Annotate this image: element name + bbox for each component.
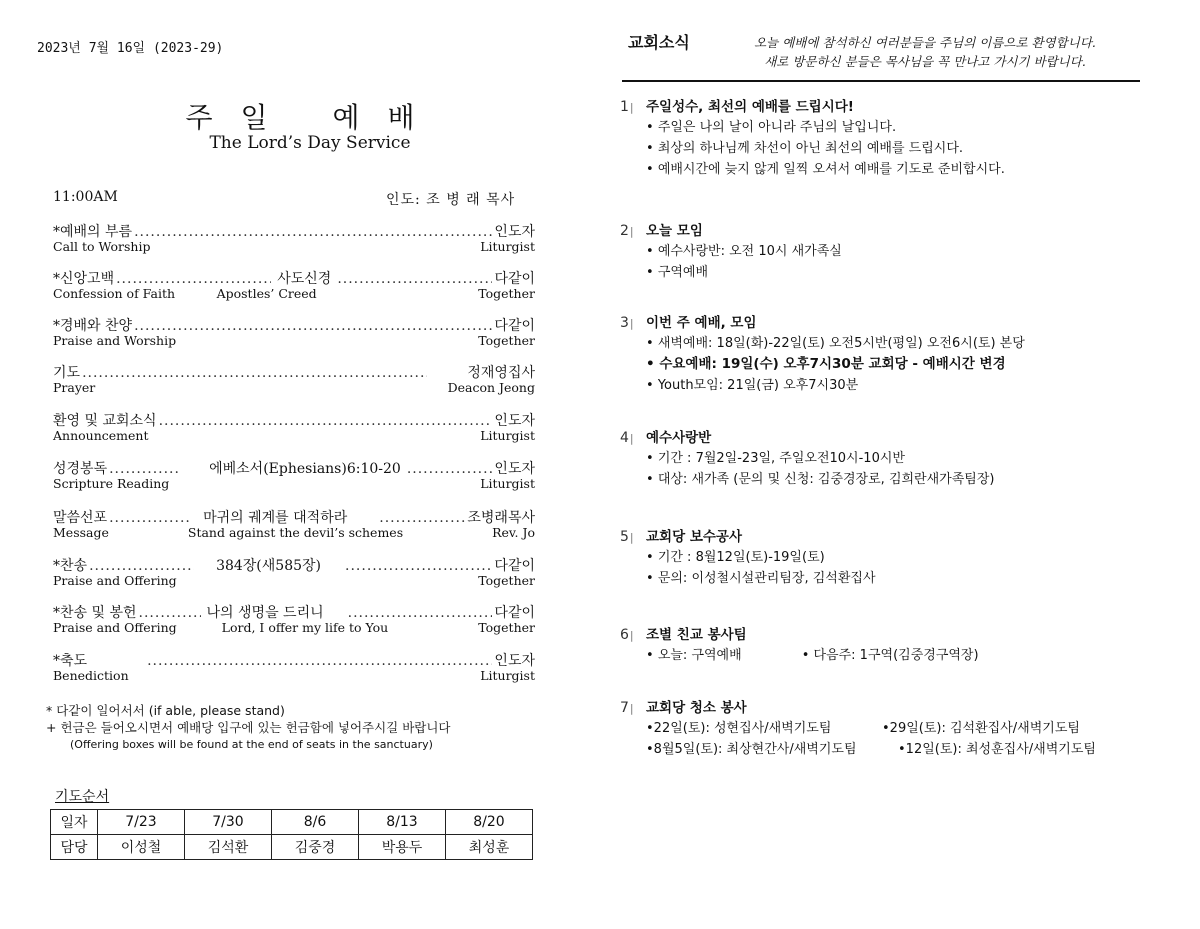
order-detail-en: Stand against the devil’s schemes (187, 525, 404, 540)
order-title: *신앙고백 (53, 271, 115, 287)
welcome-line-1: 오늘 예배에 참석하신 여러분들을 주님의 이름으로 환영합니다. (754, 35, 1096, 50)
section-title: 교회당 청소 봉사 (646, 700, 747, 716)
order-person: 다같이 (494, 605, 535, 621)
order-person-en: Together (478, 286, 535, 301)
section-number: 2 | (620, 223, 646, 239)
section-title: 이번 주 예배, 모임 (646, 315, 757, 331)
order-item-hymn (53, 555, 535, 589)
table-cell: 박용두 (359, 835, 446, 860)
table-cell: 김중경 (272, 835, 359, 860)
news-section-5 (620, 525, 1160, 589)
order-person: 인도자 (494, 224, 535, 240)
order-title: 성경봉독 (53, 461, 108, 477)
service-title-korean: 주일 예배 (185, 101, 443, 134)
section-number: 7 | (620, 700, 646, 716)
order-title-en: Call to Worship (53, 239, 151, 254)
table-cell: 8/20 (446, 810, 533, 835)
list-item: • 기간 : 7월2일-23일, 주일오전10시-10시반 (646, 448, 1160, 469)
welcome-line-2: 새로 방문하신 분들은 목사님을 꼭 만나고 가시기 바랍니다. (764, 54, 1086, 69)
order-person: 다같이 (494, 558, 535, 574)
order-title-en: Praise and Offering (53, 573, 177, 588)
order-person-en: Liturgist (480, 476, 535, 491)
cleaning-entry: •12일(토): 최성훈집사/새벽기도팀 (898, 742, 1096, 757)
order-item-prayer (53, 362, 535, 396)
section-number: 4 | (620, 430, 646, 446)
news-section-4 (620, 426, 1160, 490)
service-notes (46, 702, 451, 753)
service-time: 11:00AM (53, 189, 118, 205)
table-cell: 담당 (51, 835, 98, 860)
list-item (646, 718, 1160, 739)
section-number: 5 | (620, 529, 646, 545)
table-row (51, 835, 533, 860)
order-title-en: Scripture Reading (53, 476, 170, 491)
order-title: *축도 (53, 653, 88, 669)
list-item: • 예수사랑반: 오전 10시 새가족실 (646, 241, 1160, 262)
bulletin-date: 2023년 7월 16일 (2023-29) (37, 41, 224, 56)
order-detail: 384장(새585장) (216, 558, 322, 574)
order-detail: 나의 생명을 드리니 (206, 605, 324, 621)
order-item-message (53, 507, 535, 541)
section-number: 1 | (620, 99, 646, 115)
cleaning-entry: •22일(토): 성현집사/새벽기도팀 (646, 721, 832, 736)
order-person-en: Together (478, 333, 535, 348)
welcome-message (735, 33, 1115, 71)
order-person-en: Rev. Jo (492, 525, 535, 540)
news-section-2 (620, 219, 1160, 283)
order-person-en: Deacon Jeong (447, 380, 535, 395)
order-person: 다같이 (494, 271, 536, 287)
list-item: • 예배시간에 늦지 않게 일찍 오셔서 예배를 기도로 준비합시다. (646, 159, 1160, 180)
table-cell: 8/13 (359, 810, 446, 835)
order-detail: 사도신경 (277, 271, 332, 287)
section-title: 주일성수, 최선의 예배를 드립시다! (646, 99, 854, 115)
news-section-6 (620, 623, 1160, 666)
news-section-7 (620, 696, 1160, 760)
order-detail-en: Lord, I offer my life to You (221, 620, 389, 635)
order-title-en: Praise and Offering (53, 620, 177, 635)
prayer-schedule-table (50, 809, 533, 860)
list-item: • 최상의 하나님께 차선이 아닌 최선의 예배를 드립시다. (646, 138, 1160, 159)
table-cell: 최성훈 (446, 835, 533, 860)
order-title: 말씀선포 (53, 510, 108, 526)
list-item: • 문의: 이성철시설관리팀장, 김석환집사 (646, 568, 1160, 589)
section-title: 조별 친교 봉사팀 (646, 627, 747, 643)
order-person-en: Liturgist (480, 668, 535, 683)
order-person-en: Liturgist (480, 428, 535, 443)
table-row (51, 810, 533, 835)
order-item-offering (53, 602, 535, 636)
table-cell: 7/30 (185, 810, 272, 835)
list-item: • 다음주: 1구역(김중경구역장) (802, 645, 979, 666)
order-title-en: Announcement (53, 428, 149, 443)
table-cell: 8/6 (272, 810, 359, 835)
order-title-en: Prayer (53, 380, 96, 395)
order-title-en: Praise and Worship (53, 333, 177, 348)
news-section-3 (620, 311, 1160, 396)
section-number: 6 | (620, 627, 646, 643)
table-cell: 김석환 (185, 835, 272, 860)
divider (622, 80, 1140, 82)
cleaning-entry: •29일(토): 김석환집사/새벽기도팀 (882, 721, 1080, 736)
list-item: • Youth모임: 21일(금) 오후7시30분 (646, 375, 1160, 396)
order-title: *찬송 및 봉헌 (53, 605, 137, 621)
section-number: 3 | (620, 315, 646, 331)
order-person: 인도자 (494, 413, 535, 429)
order-item-call-to-worship (53, 221, 535, 255)
note-offering-en: (Offering boxes will be found at the end of seats in the sanctuary) (70, 738, 433, 751)
order-person: 조병래목사 (467, 510, 535, 526)
note-offering: + 헌금은 들어오시면서 예배당 입구에 있는 헌금함에 넣어주시길 바랍니다 (46, 720, 451, 735)
order-title-en: Benediction (53, 668, 129, 683)
order-person: 다같이 (494, 318, 535, 334)
order-title-en: Confession of Faith (53, 286, 176, 301)
order-title-en: Message (53, 525, 109, 540)
order-person-en: Together (478, 573, 535, 588)
section-title: 예수사랑반 (646, 430, 712, 446)
order-person: 인도자 (494, 461, 535, 477)
section-title: 오늘 모임 (646, 223, 703, 239)
prayer-schedule-title: 기도순서 (55, 789, 110, 805)
news-title: 교회소식 (628, 33, 690, 52)
order-person: 인도자 (494, 653, 535, 669)
order-person: 정재영집사 (467, 365, 535, 381)
list-item: • 수요예배: 19일(수) 오후7시30분 교회당 - 예배시간 변경 (646, 354, 1160, 375)
order-title: 환영 및 교회소식 (53, 413, 157, 429)
table-cell: 이성철 (98, 835, 185, 860)
note-stand: * 다같이 일어서서 (if able, please stand) (46, 703, 285, 718)
list-item: • 기간 : 8월12일(토)-19일(토) (646, 547, 1160, 568)
order-detail-en: Apostles’ Creed (216, 286, 317, 301)
order-item-confession (53, 268, 535, 302)
service-leader: 인도: 조 병 래 목사 (386, 192, 516, 208)
list-item (646, 739, 1160, 760)
section-title: 교회당 보수공사 (646, 529, 742, 545)
cleaning-entry: •8월5일(토): 최상현간사/새벽기도팀 (646, 742, 857, 757)
order-item-announcement (53, 410, 535, 444)
table-cell: 일자 (51, 810, 98, 835)
list-item: • 새벽예배: 18일(화)-22일(토) 오전5시반(평일) 오전6시(토) 본당 (646, 333, 1160, 354)
list-item: • 오늘: 구역예배 (646, 645, 742, 666)
list-item: • 구역예배 (646, 262, 1160, 283)
list-item: • 주일은 나의 날이 아니라 주님의 날입니다. (646, 117, 1160, 138)
order-detail: 마귀의 궤계를 대적하라 (203, 510, 348, 526)
order-person-en: Together (478, 620, 535, 635)
table-cell: 7/23 (98, 810, 185, 835)
order-title: 기도 (53, 365, 81, 381)
order-detail: 에베소서(Ephesians)6:10-20 (209, 461, 401, 477)
order-title: *예배의 부름 (53, 224, 133, 240)
order-item-scripture (53, 458, 535, 492)
news-section-1 (620, 95, 1160, 180)
service-title-english: The Lord’s Day Service (209, 133, 411, 153)
order-item-benediction (53, 650, 535, 684)
order-person-en: Liturgist (480, 239, 535, 254)
order-title: *경배와 찬양 (53, 318, 133, 334)
order-title: *찬송 (53, 558, 88, 574)
list-item: • 대상: 새가족 (문의 및 신청: 김중경장로, 김희란새가족팀장) (646, 469, 1160, 490)
order-item-praise-worship (53, 315, 535, 349)
